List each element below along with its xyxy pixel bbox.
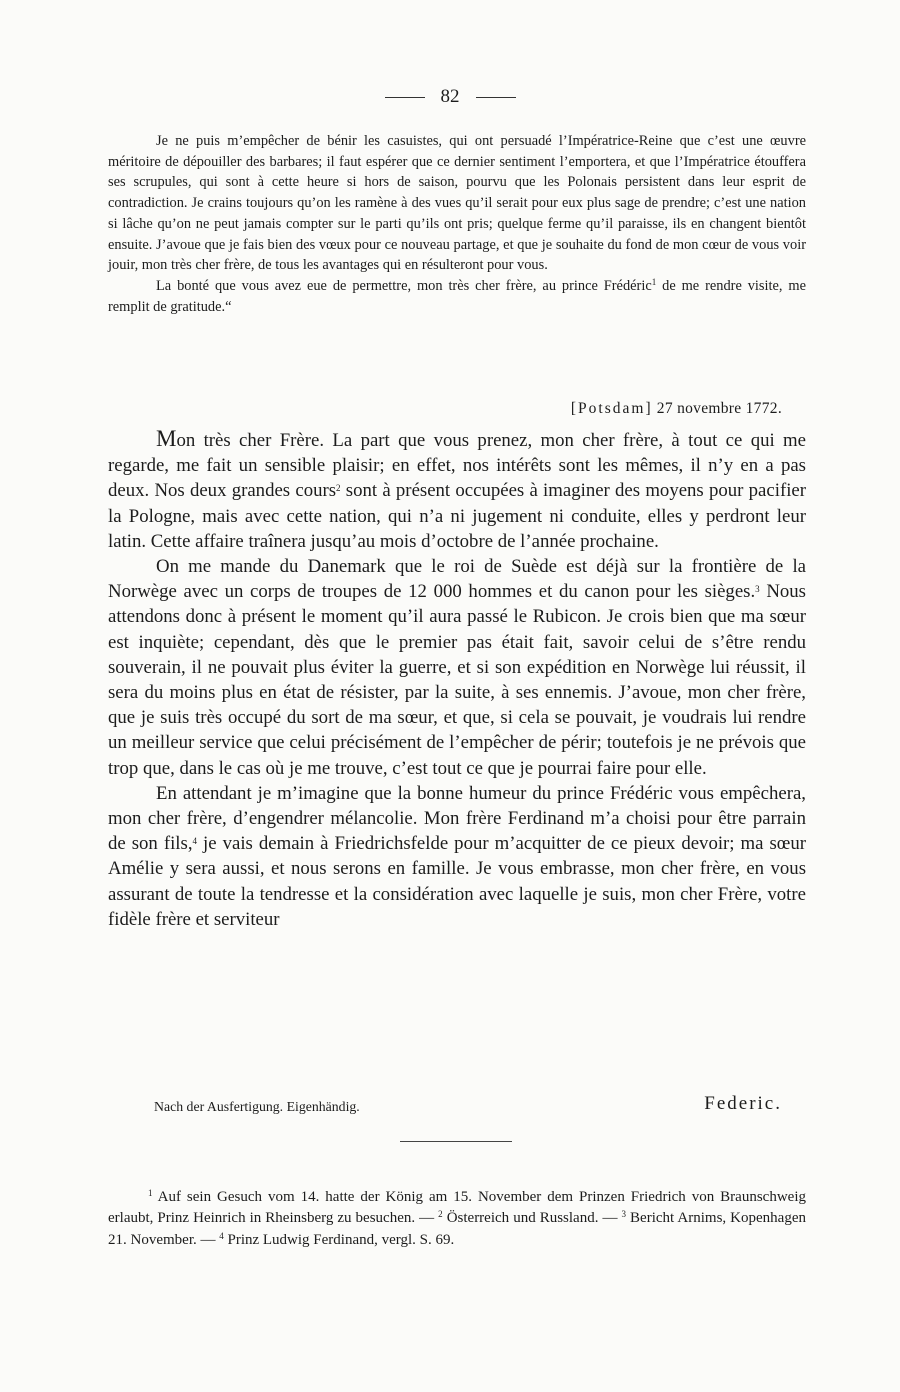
letter-body [108,426,806,932]
signature: Federic. [704,1093,782,1114]
quoted-paragraph-2: La bonté que vous avez eue de permettre, mon très cher frère, au prince Frédéric$^1$ de me rendre visite, me remplit de gratitude.“ [108,276,806,315]
footnote-block [108,1187,806,1251]
footnote-2: Österreich und Russland. — [442,1210,622,1227]
letter-paragraph-1: Mon très cher Frère. La part que vous prenez, mon cher frère, à tout ce qui me regarde, me fait un sensible plaisir; en effet, nos intérêts sont les mêmes, il n’y en a pas deux. Nos deux grandes cours$^2$ sont à présent occupées à imaginer des moyens pour pacifier la Pologne, mais avec cette nation, qui n’a ni jugement ni conduite, elles y perdront leur latin. Cette affaire traînera jusqu’au mois d’octobre de l’année prochaine. [108,426,807,552]
quoted-letter [108,131,806,317]
dash-left [385,97,425,98]
footnote-3: Bericht Arnims, Kopenhagen 21. November. — [108,1210,806,1248]
dateline-place: [Potsdam] [570,400,653,417]
footnote-ref-4: 4 [192,836,198,847]
signature-line [108,1093,806,1119]
footnote-1: Auf sein Gesuch vom 14. hatte der König am 15. November dem Prinzen Friedrich von Braunschweig erlaubt, Prinz Heinrich in Rheinsberg zu besuchen. — [108,1189,806,1227]
page-number-line [0,86,900,108]
initial-letter: M [156,426,177,451]
footnote-mark-4: 4 [219,1230,224,1241]
dateline-date: 27 novembre 1772. [656,400,782,417]
quoted-paragraph-1: Je ne puis m’empêcher de bénir les casuistes, qui ont persuadé l’Impératrice-Reine que c’est une œuvre méritoire de dépouiller des barbares; il faut espérer que ce dernier sentiment l’emportera, et que l’Impératrice étouffera ses scrupules, qui sont à cette heure si hors de saison, pourvu que les Polonais persistent dans leur esprit de contradiction. Je crains toujours qu’on les ramène à des vues qu’il serait pour eux plus sage de prendre; c’est une nation si lâche qu’on ne peut jamais compter sur le parti qu’ils ont pris; quelque ferme qu’il paraisse, ils en changent bientôt ensuite. J’avoue que je fais bien des vœux pour ce nouveau partage, et que je souhaite du fond de mon cœur de vous voir jouir, mon très cher frère, de tous les avantages qui en résulteront pour vous. [108,133,806,274]
footnotes [108,1187,806,1251]
page-number: 82 [440,86,460,107]
footnote-4: Prinz Ludwig Ferdinand, vergl. S. 69. [223,1231,455,1248]
source-note: Nach der Ausfertigung. Eigenhändig. [154,1099,360,1114]
dash-right [476,97,516,98]
letter-paragraph-3: En attendant je m’imagine que la bonne humeur du prince Frédéric vous empêchera, mon cher frère, d’engendrer mélancolie. Mon frère Ferdinand m’a choisi pour être parrain de son fils,$^4$ je vais demain à Friedrichsfelde pour m’acquitter de ce pieux devoir; ma sœur Amélie y sera aussi, et nous serons en famille. Je vous embrasse, mon cher frère, en vous assurant de toute la tendresse et la considération avec laquelle je suis, mon cher Frère, votre fidèle frère et serviteur [108,782,807,930]
footnote-ref-1: 1 [651,276,657,287]
footnote-mark-3: 3 [621,1209,627,1220]
letter-paragraph-2: On me mande du Danemark que le roi de Suède est déjà sur la frontière de la Norwège avec un corps de troupes de 12 000 hommes et du canon pour les sièges.$^3$ Nous attendons donc à présent le moment qu’il aura passé le Rubicon. Je crois bien que ma sœur est inquiète; cependant, dès que le premier pas était fait, savoir celui de s’être rendu souverain, il ne pouvait plus éviter la guerre, et si son expédition en Norwège lui réussit, il sera du moins plus en état de résister, par la suite, à ses ennemis. J’avoue, mon cher frère, que je suis très occupé du sort de ma sœur, et que, si cela se pouvait, je voudrais lui rendre un meilleur service que celui précisément de l’empêcher de périr; toutefois je ne prévois que trop que, dans le cas où je me trouve, c’est tout ce que je pourrai faire pour elle. [108,556,806,779]
footnote-rule [400,1141,512,1142]
footnote-ref-2: 2 [336,483,341,494]
footnote-ref-3: 3 [755,584,760,595]
dateline [571,400,782,418]
footnote-mark-2: 2 [438,1209,443,1220]
footnote-mark-1: 1 [148,1188,153,1198]
